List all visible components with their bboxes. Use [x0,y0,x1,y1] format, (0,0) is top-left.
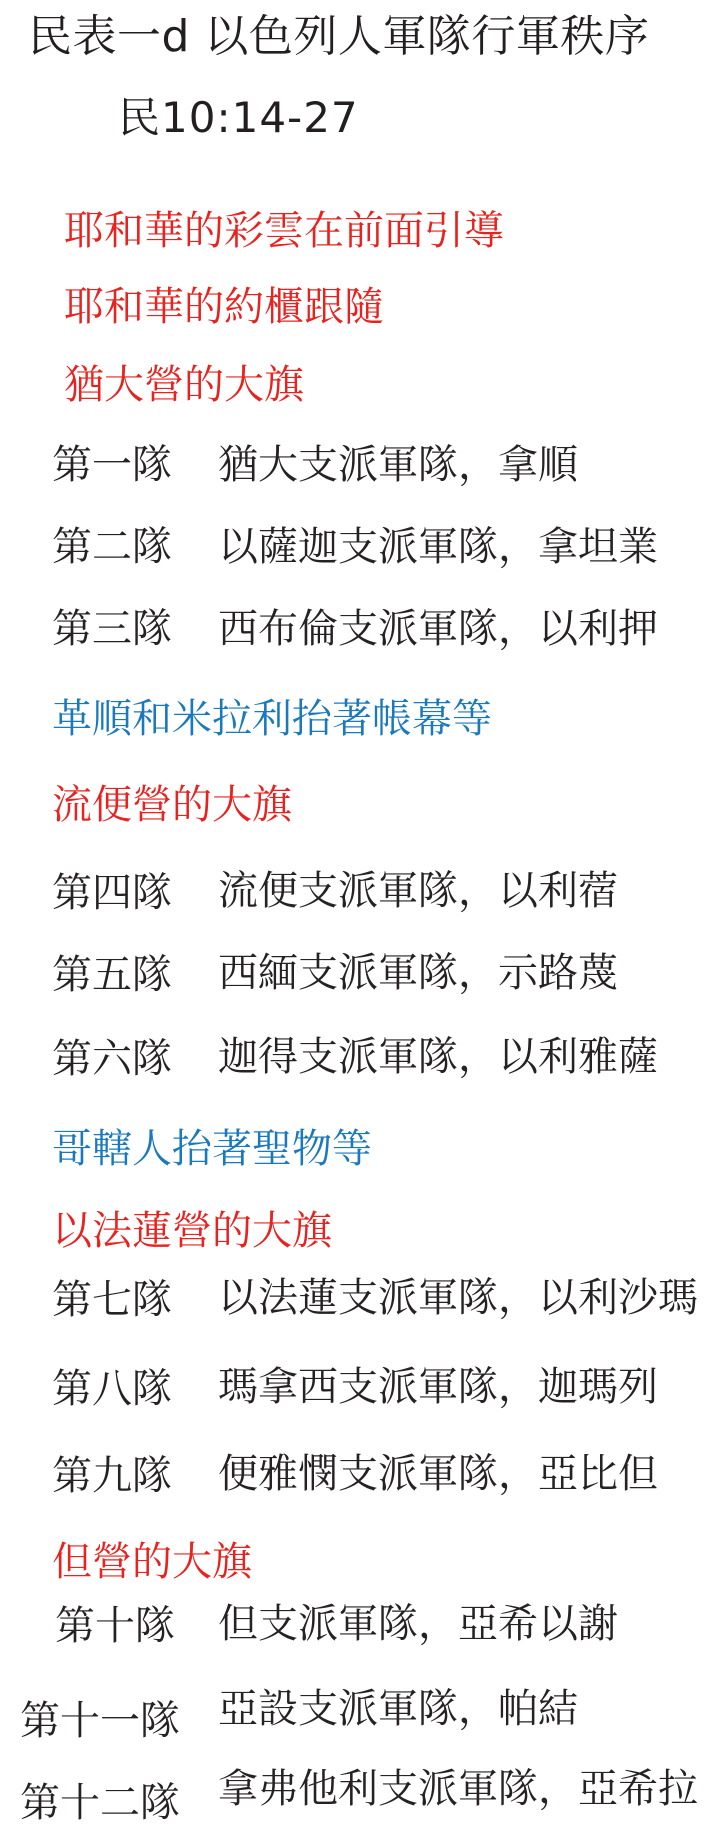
squad-label: 第十二隊 [20,1780,180,1826]
camp-heading-dan: 但營的大旗 [52,1539,252,1585]
squad-label: 第六隊 [52,1036,172,1082]
squad-description: 西布倫支派軍隊，以利押 [218,606,658,652]
camp-heading-judah: 猶大營的大旗 [64,362,304,408]
camp-heading-ephraim: 以法蓮營的大旗 [52,1208,332,1254]
squad-label: 第十隊 [55,1603,175,1649]
squad-label: 第四隊 [52,870,172,916]
squad-description: 拿弗他利支派軍隊，亞希拉 [218,1766,698,1812]
squad-description: 亞設支派軍隊，帕結 [218,1686,578,1732]
divine-note-cloud: 耶和華的彩雲在前面引導 [64,208,504,254]
squad-label: 第一隊 [52,442,172,488]
squad-description: 流便支派軍隊，以利蓿 [218,868,618,914]
camp-heading-reuben: 流便營的大旗 [52,782,292,828]
squad-description: 迦得支派軍隊，以利雅薩 [218,1034,658,1080]
levite-note-gershon-merari: 革順和米拉利抬著帳幕等 [52,696,492,742]
squad-label: 第二隊 [52,524,172,570]
squad-label: 第三隊 [52,606,172,652]
squad-description: 但支派軍隊，亞希以謝 [218,1601,618,1647]
squad-description: 瑪拿西支派軍隊，迦瑪列 [218,1364,658,1410]
squad-label: 第十一隊 [20,1698,180,1744]
squad-description: 以法蓮支派軍隊，以利沙瑪 [218,1275,698,1321]
levite-note-kohath: 哥轄人抬著聖物等 [52,1126,372,1172]
squad-description: 猶大支派軍隊，拿順 [218,442,578,488]
squad-description: 以薩迦支派軍隊，拿坦業 [218,524,658,570]
scripture-reference: 民10:14-27 [118,93,359,142]
squad-label: 第九隊 [52,1453,172,1499]
squad-label: 第八隊 [52,1366,172,1412]
squad-description: 西緬支派軍隊，示路蔑 [218,950,618,996]
squad-label: 第七隊 [52,1277,172,1323]
divine-note-ark: 耶和華的約櫃跟隨 [64,284,384,330]
page-title: 民表一d 以色列人軍隊行軍秩序 [28,11,650,62]
squad-label: 第五隊 [52,952,172,998]
squad-description: 便雅憫支派軍隊，亞比但 [218,1451,658,1497]
